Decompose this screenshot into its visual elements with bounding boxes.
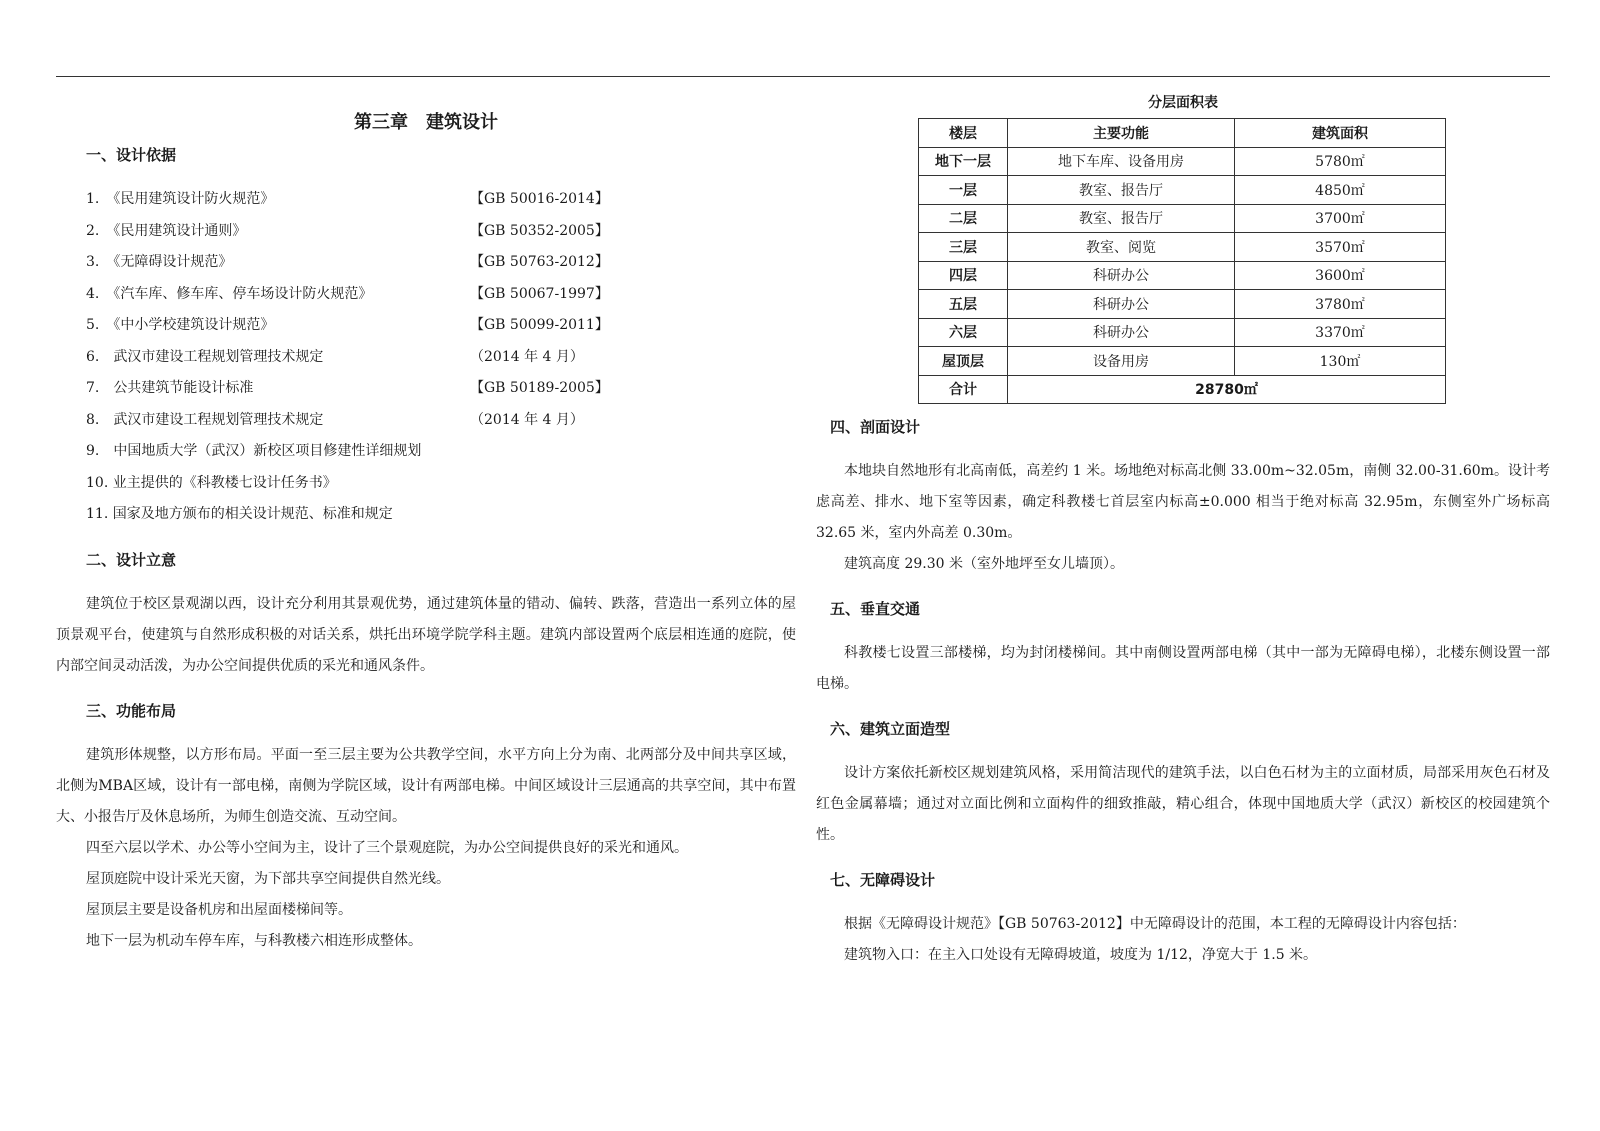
- basis-item-label: 4. 《汽车库、修车库、停车场设计防火规范》: [86, 285, 373, 302]
- table-row: [919, 147, 1446, 176]
- basis-item-label: 8. 武汉市建设工程规划管理技术规定: [86, 411, 324, 428]
- basis-item: [56, 279, 796, 311]
- function-cell: 科研办公: [1008, 290, 1235, 319]
- basis-item-label: 1. 《民用建筑设计防火规范》: [86, 191, 275, 207]
- total-label-cell: 合计: [919, 375, 1008, 404]
- section-heading-accessibility: 七、无障碍设计: [830, 871, 936, 889]
- area-cell: 3700㎡: [1235, 204, 1446, 233]
- table-header-row: [919, 119, 1446, 148]
- function-cell: 地下车库、设备用房: [1008, 147, 1235, 176]
- floor-cell: 地下一层: [919, 147, 1008, 176]
- table-row: [919, 347, 1446, 376]
- basis-item-code: 【GB 50099-2011】: [470, 317, 609, 333]
- area-cell: 3370㎡: [1235, 318, 1446, 347]
- function-cell: 设备用房: [1008, 347, 1235, 376]
- basis-item-label: 9. 中国地质大学（武汉）新校区项目修建性详细规划: [86, 443, 422, 459]
- floor-cell: 一层: [919, 176, 1008, 205]
- layout-paragraph: 四至六层以学术、办公等小空间为主，设计了三个景观庭院，为办公空间提供良好的采光和通风。: [86, 839, 688, 856]
- area-cell: 3570㎡: [1235, 233, 1446, 262]
- area-cell: 3780㎡: [1235, 290, 1446, 319]
- basis-item: [56, 436, 796, 468]
- accessibility-paragraph: 根据《无障碍设计规范》【GB 50763-2012】中无障碍设计的范围，本工程的无障碍设计内容包括：: [844, 916, 1466, 932]
- basis-item: [56, 247, 796, 279]
- basis-item: [56, 405, 796, 437]
- basis-item-label: 7. 公共建筑节能设计标准: [86, 380, 254, 396]
- basis-item-code: 【GB 50763-2012】: [470, 254, 609, 270]
- floor-cell: 屋顶层: [919, 347, 1008, 376]
- basis-item: [56, 342, 796, 374]
- area-table: [918, 118, 1446, 404]
- area-cell: 130㎡: [1235, 347, 1446, 376]
- section-paragraph: 本地块自然地形有北高南低，高差约 1 米。场地绝对标高北侧 33.00m~32.05m，南侧 32.00-31.60m。设计考虑高差、排水、地下室等因素，确定科教楼七首层室内标高±0.000 相当于绝对标高 32.95m，东侧室外广场标高 32.65 米，室内外高差 0.30m。: [816, 463, 1550, 541]
- basis-item-label: 2. 《民用建筑设计通则》: [86, 222, 247, 239]
- table-row: [919, 176, 1446, 205]
- basis-item-code: 【GB 50189-2005】: [470, 380, 609, 396]
- layout-paragraph: 建筑形体规整，以方形布局。平面一至三层主要为公共教学空间，水平方向上分为南、北两部分及中间共享区域，北侧为MBA区域，设计有一部电梯，南侧为学院区域，设计有两部电梯。中间区域设计三层通高的共享空间，其中布置大、小报告厅及休息场所，为师生创造交流、互动空间。: [56, 746, 796, 825]
- area-cell: 4850㎡: [1235, 176, 1446, 205]
- section-paragraph: 建筑高度 29.30 米（室外地坪至女儿墙顶）。: [844, 556, 1124, 572]
- section-heading-layout: 三、功能布局: [86, 701, 177, 720]
- basis-item: [56, 373, 796, 405]
- layout-paragraph: 屋顶层主要是设备机房和出屋面楼梯间等。: [86, 901, 352, 918]
- section-heading-concept: 二、设计立意: [86, 550, 177, 569]
- table-row: [919, 290, 1446, 319]
- function-cell: 科研办公: [1008, 318, 1235, 347]
- table-row: [919, 233, 1446, 262]
- section-heading-basis: 一、设计依据: [86, 146, 177, 164]
- header-rule: [56, 76, 1550, 77]
- left-column: [56, 96, 796, 957]
- basis-item-code: 【GB 50352-2005】: [470, 222, 609, 239]
- function-cell: 教室、报告厅: [1008, 204, 1235, 233]
- table-header-cell: 建筑面积: [1235, 119, 1446, 148]
- vertical-paragraph: 科教楼七设置三部楼梯，均为封闭楼梯间。其中南侧设置两部电梯（其中一部为无障碍电梯），北楼东侧设置一部电梯。: [816, 645, 1550, 692]
- basis-item-label: 11. 国家及地方颁布的相关设计规范、标准和规定: [86, 506, 393, 522]
- function-cell: 科研办公: [1008, 261, 1235, 290]
- floor-cell: 四层: [919, 261, 1008, 290]
- basis-item-code: （2014 年 4 月）: [470, 348, 584, 365]
- section-heading-section: 四、剖面设计: [830, 418, 921, 436]
- table-row: [919, 204, 1446, 233]
- basis-item-label: 5. 《中小学校建筑设计规范》: [86, 317, 275, 333]
- area-table-title: 分层面积表: [1148, 95, 1218, 111]
- floor-cell: 二层: [919, 204, 1008, 233]
- table-header-cell: 主要功能: [1008, 119, 1235, 148]
- basis-item-code: 【GB 50067-1997】: [470, 285, 609, 302]
- function-cell: 教室、报告厅: [1008, 176, 1235, 205]
- floor-cell: 六层: [919, 318, 1008, 347]
- table-header-cell: 楼层: [919, 119, 1008, 148]
- basis-item-label: 6. 武汉市建设工程规划管理技术规定: [86, 348, 324, 365]
- basis-item: [56, 499, 796, 531]
- layout-paragraph: 屋顶庭院中设计采光天窗，为下部共享空间提供自然光线。: [86, 870, 450, 887]
- accessibility-paragraph: 建筑物入口：在主入口处设有无障碍坡道，坡度为 1/12，净宽大于 1.5 米。: [844, 947, 1318, 963]
- basis-item: [56, 310, 796, 342]
- basis-item: [56, 216, 796, 248]
- concept-paragraph: 建筑位于校区景观湖以西，设计充分利用其景观优势，通过建筑体量的错动、偏转、跌落，营造出一系列立体的屋顶景观平台，使建筑与自然形成积极的对话关系，烘托出环境学院学科主题。建筑内部设置两个底层相连通的庭院，使内部空间灵动活泼，为办公空间提供优质的采光和通风条件。: [56, 595, 796, 674]
- basis-list: [56, 184, 796, 531]
- floor-cell: 三层: [919, 233, 1008, 262]
- total-value-cell: 28780㎡: [1008, 375, 1446, 404]
- right-column: [816, 88, 1550, 971]
- table-row: [919, 318, 1446, 347]
- area-cell: 3600㎡: [1235, 261, 1446, 290]
- floor-cell: 五层: [919, 290, 1008, 319]
- basis-item: [56, 468, 796, 500]
- facade-paragraph: 设计方案依托新校区规划建筑风格，采用简洁现代的建筑手法，以白色石材为主的立面材质，局部采用灰色石材及红色金属幕墙；通过对立面比例和立面构件的细致推敲，精心组合，体现中国地质大学（武汉）新校区的校园建筑个性。: [816, 765, 1550, 843]
- area-cell: 5780㎡: [1235, 147, 1446, 176]
- function-cell: 教室、阅览: [1008, 233, 1235, 262]
- table-row: [919, 261, 1446, 290]
- basis-item-label: 10. 业主提供的《科教楼七设计任务书》: [86, 474, 337, 491]
- section-heading-facade: 六、建筑立面造型: [830, 720, 951, 738]
- layout-paragraph: 地下一层为机动车停车库，与科教楼六相连形成整体。: [86, 932, 422, 949]
- basis-item-label: 3. 《无障碍设计规范》: [86, 254, 233, 270]
- basis-item: [56, 184, 796, 216]
- basis-item-code: 【GB 50016-2014】: [470, 191, 609, 207]
- chapter-title: 第三章 建筑设计: [354, 112, 498, 133]
- basis-item-code: （2014 年 4 月）: [470, 411, 584, 428]
- table-total-row: [919, 375, 1446, 404]
- section-heading-vertical: 五、垂直交通: [830, 600, 921, 618]
